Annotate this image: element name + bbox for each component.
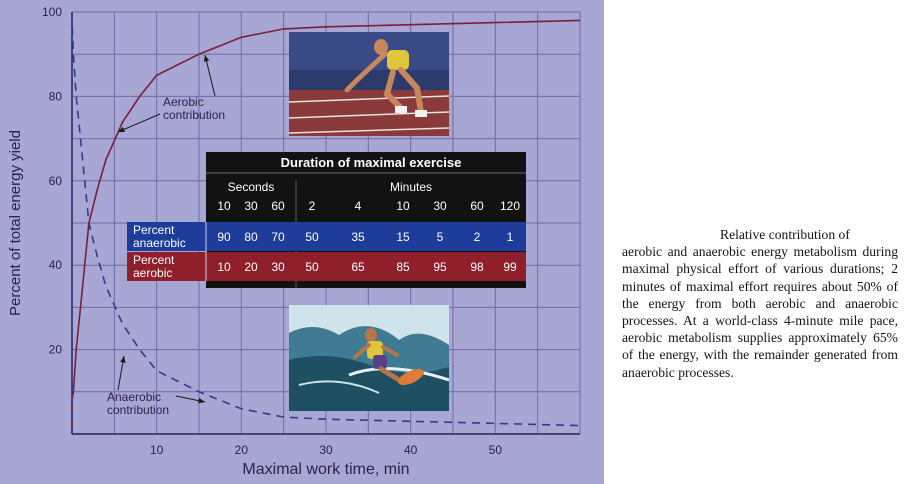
- aerobic-annotation-arrowhead: [204, 55, 209, 62]
- table-row-label: Percent: [133, 223, 175, 237]
- table-cell: 90: [217, 230, 231, 244]
- table-title: Duration of maximal exercise: [280, 155, 462, 170]
- sprinter-photo: [289, 32, 449, 136]
- table-cell: 5: [436, 230, 444, 244]
- table-group-minutes: Minutes: [389, 180, 433, 194]
- table-duration-header: 4: [354, 199, 362, 213]
- x-tick-label: 10: [149, 443, 164, 457]
- table-cell: 85: [396, 260, 410, 274]
- aerobic-annotation-arrow: [118, 114, 160, 132]
- x-tick-label: 20: [234, 443, 249, 457]
- table-cell: 50: [305, 230, 319, 244]
- y-tick-label: 20: [48, 342, 62, 357]
- figure-caption: [622, 226, 898, 381]
- table-duration-header: 30: [244, 199, 258, 213]
- x-tick-label: 40: [403, 443, 418, 457]
- table-cell: 2: [473, 230, 481, 244]
- table-duration-header: 10: [217, 199, 231, 213]
- table-cell: 1: [506, 230, 514, 244]
- table-duration-header: 10: [396, 199, 410, 213]
- surfer-photo: [289, 305, 449, 411]
- aerobic-annotation-text: Aerobic: [163, 95, 204, 109]
- y-tick-label: 80: [48, 89, 62, 104]
- y-tick-label: 60: [48, 173, 62, 188]
- y-axis-label: Percent of total energy yield: [7, 130, 24, 316]
- caption-text: aerobic and anaerobic energy metabolism during maximal physical effort of various durations; 2 minutes of maximal effort requires about 50% of the energy from both aerobic and anaerobic processes. At a world-class 4-minute mile pace, aerobic metabolism supplies approximately 65% of the energy, with the remainder generated from anaerobic processes.: [622, 244, 898, 380]
- y-tick-label: 100: [41, 5, 62, 19]
- table-duration-header: 120: [499, 199, 521, 213]
- anaerobic-annotation-arrowhead: [198, 398, 205, 403]
- caption-first-line: Relative contribution of: [720, 227, 850, 242]
- x-tick-label: 50: [488, 443, 503, 457]
- table-duration-header: 30: [433, 199, 447, 213]
- anaerobic-annotation-arrowhead: [120, 356, 125, 363]
- table-row-label: Percent: [133, 253, 175, 267]
- table-cell: 30: [271, 260, 285, 274]
- table-cell: 50: [305, 260, 319, 274]
- anaerobic-annotation-text: Anaerobic: [107, 390, 162, 404]
- table-duration-header: 60: [271, 199, 285, 213]
- aerobic-annotation-text: contribution: [163, 108, 226, 122]
- table-row: [127, 222, 526, 251]
- table-cell: 35: [351, 230, 365, 244]
- table-row-label: aerobic: [133, 266, 173, 280]
- table-cell: 80: [244, 230, 258, 244]
- table-row: [127, 252, 526, 281]
- table-duration-header: 60: [470, 199, 484, 213]
- x-tick-label: 30: [319, 443, 333, 457]
- table-cell: 98: [470, 260, 484, 274]
- table-cell: 10: [217, 260, 231, 274]
- table-duration-header: 2: [308, 199, 316, 213]
- table-cell: 99: [503, 260, 517, 274]
- table-cell: 95: [433, 260, 447, 274]
- x-axis-label: Maximal work time, min: [242, 461, 410, 478]
- table-cell: 65: [351, 260, 365, 274]
- table-row-label: anaerobic: [133, 236, 186, 250]
- table-group-seconds: Seconds: [227, 180, 275, 194]
- anaerobic-annotation-text: contribution: [107, 403, 170, 417]
- table-cell: 70: [271, 230, 285, 244]
- y-tick-label: 40: [48, 258, 62, 273]
- table-cell: 20: [244, 260, 258, 274]
- table-cell: 15: [396, 230, 410, 244]
